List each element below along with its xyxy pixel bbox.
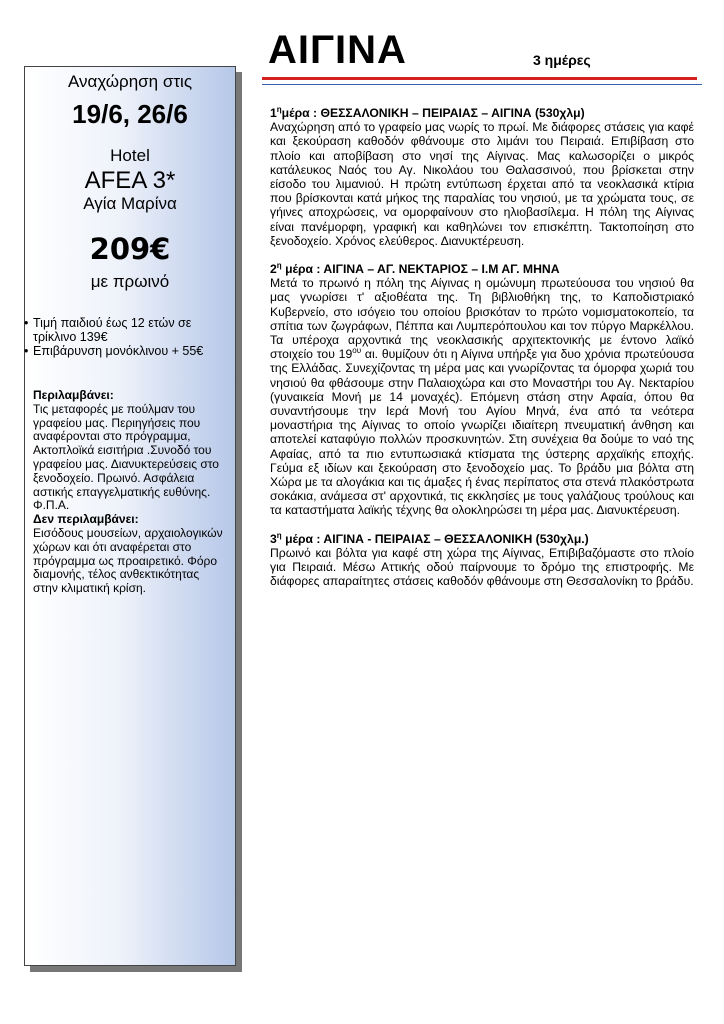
- price: 209€: [89, 232, 171, 266]
- header-red-rule: [262, 77, 697, 80]
- bullet-icon: •: [24, 344, 29, 358]
- header-blue-rule: [262, 84, 702, 85]
- day-3-text: Πρωινό και βόλτα για καφέ στη χώρα της Αίγινας, Επιβιβαζόμαστε στο πλοίο για Πειραιά. Μέσω Αττικής οδού παίρνουμε το δρόμο της επιστροφής. Με διάφορες απαραίτητες στάσεις καθοδόν φθάνουμε στη Θεσσαλονίκη το βράδυ.: [270, 545, 694, 589]
- list-item: • Τιμή παιδιού έως 12 ετών σε τρίκλινο 139€: [24, 316, 192, 344]
- list-item: • Επιβάρυνση μονόκλινου + 55€: [24, 344, 204, 358]
- day-1: [270, 106, 694, 248]
- day-1-text: Αναχώρηση από το γραφείο μας νωρίς το πρωί. Με διάφορες στάσεις για καφέ και ξεκούραση καθοδόν φθάνουμε στο λιμάνι του Πειραιά. Επιβίβαση στο πλοίο και αποβίβαση στο νησί της Αίγινας. Μας καλωσορίζει ο μικρός κατάλευκος Ναός του Αγ. Νικολάου του Θαλασσινού, που βρίσκεται στην είσοδο του λιμανιού. Η πρώτη εντύπωση έρχεται από τα νεοκλασικά κτίρια που βρίσκονται κατά μήκος της παραλίας του νησιού, με τα χρώματα τους, σε γήινες αποχρώσεις, να ομορφαίνουν στο ηλιοβασίλεμα. Η πόλη της Αίγινας είναι πανέμορφη, γραφική και καθηλώνει τον επισκέπτη. Τακτοποίηση στο ξενοδοχείο. Χρόνος ελεύθερος. Διανυκτέρευση.: [270, 120, 694, 248]
- hotel-name: AFEA 3*: [84, 167, 176, 194]
- page-title: ΑΙΓΙΝΑ: [268, 28, 407, 72]
- includes-title: Περιλαμβάνει:: [33, 388, 114, 402]
- price-extras-list: [24, 316, 232, 358]
- day-1-title: $1^\eta\mu έ\rho\alpha$ : ΘΕΣΣΑΛΟΝΙΚΗ – ΠΕΙΡΑΙΑΣ – ΑΙΓΙΝΑ (530χλμ): [270, 104, 585, 120]
- includes-section: [33, 389, 225, 596]
- day-3-title: $3^\eta$ μέρα : ΑΙΓΙΝΑ - ΠΕΙΡΑΙΑΣ – ΘΕΣΣΑΛΟΝΙΚΗ (530χλμ.): [270, 530, 589, 546]
- hotel-location: Αγία Μαρίνα: [83, 194, 177, 213]
- duration-label: 3 ημέρες: [533, 52, 591, 68]
- day-2-title: $2^\eta$ μέρα : ΑΙΓΙΝΑ – ΑΓ. ΝΕΚΤΑΡΙΟΣ – Ι.Μ ΑΓ. ΜΗΝΑ: [270, 260, 560, 277]
- bullet-icon: •: [24, 316, 29, 330]
- excludes-title: Δεν περιλαμβάνει:: [33, 512, 139, 527]
- day-2-text: Μετά το πρωινό η πόλη της Αίγινας η ομώνυμη πρωτεύουσα του νησιού θα μας γνωρίσει τ' αξιοθέατα της. Τη βιβλιοθήκη της, το Καποδιστριακό Κυβερνείο, στο ισόγειο του οποίου βρισκόταν το πρώτο νομισματοκοπείο, τα σπίτια των ζωγράφων, Πέππα και Λυμπερόπουλου και τον πύργο Μαρκέλλου. Τα υπέροχα αρχοντικά της νεοκλασικής αρχιτεκτονικής με έντονο λαϊκό στοιχείο του $19^{o\upsilon}$ αι. θυμίζουν ότι η Αίγινα υπήρξε για δυο χρόνια πρωτεύουσα της Ελλάδας. Συνεχίζοντας τη μέρα μας και γνωρίζοντας τα όμορφα χωριά του νησιού θα φθάσουμε στην Παλαιοχώρα και στο Μοναστήρι του Αγ. Νεκταρίου (γυναικεία Μονή με 14 μοναχές). Επόμενη στάση στην Αφαία, όπου θα συναντήσουμε την Ιερά Μονή του Αγίου Μηνά, ένα από τα νεότερα μοναστήρια της Αίγινας το οποίο γνωρίζει ιδιαίτερη πνευματική άνθηση και αποτελεί καταφύγιο πολλών προσκυνητών. Στη συνέχεια θα δούμε το ναό της Αφαίας, από τα πιο εντυπωσιακά κτίσματα της ύστερης αρχαϊκής εποχής. Γεύμα εξ ιδίων και ξεκούραση στο ξενοδοχείο μας. Το βράδυ μια βόλτα στη Χώρα με τα αλογάκια και τις άμαξες ή ένας περίπατος στα στενά πλακόστρωτα σοκάκια, ανάμεσα στ' αρχοντικά, τις εκκλησίες με τους γαλάζιους τρούλους και τα καταστήματα λαϊκής τέχνης θα ολοκληρώσει τη μέρα μας. Διανυκτέρευση.: [270, 276, 694, 518]
- itinerary: [270, 106, 694, 603]
- includes-text: Τις μεταφορές με πούλμαν του γραφείου μας. Περιηγήσεις που αναφέρονται στο πρόγραμμα, Ακτοπλοϊκά εισιτήρια .Συνοδό του γραφείου μας. Διανυκτερεύσεις στο ξενοδοχείο. Πρωινό. Ασφάλεια αστικής επαγγελματικής ευθύνης. Φ.Π.Α.: [33, 401, 219, 513]
- departure-dates: 19/6, 26/6: [72, 99, 188, 129]
- excludes-text: Εισόδους μουσείων, αρχαιολογικών χώρων και ότι αναφέρεται στο πρόγραμμα ως προαιρετικό. Φόρο διαμονής, τέλος ανθεκτικότητας στην κλιματική κρίση.: [33, 525, 223, 596]
- departure-label: Αναχώρηση στις: [67, 72, 193, 91]
- day-2: [270, 262, 694, 518]
- price-note: με πρωινό: [90, 272, 170, 291]
- hotel-label: Hotel: [110, 146, 150, 165]
- day-3: [270, 532, 694, 589]
